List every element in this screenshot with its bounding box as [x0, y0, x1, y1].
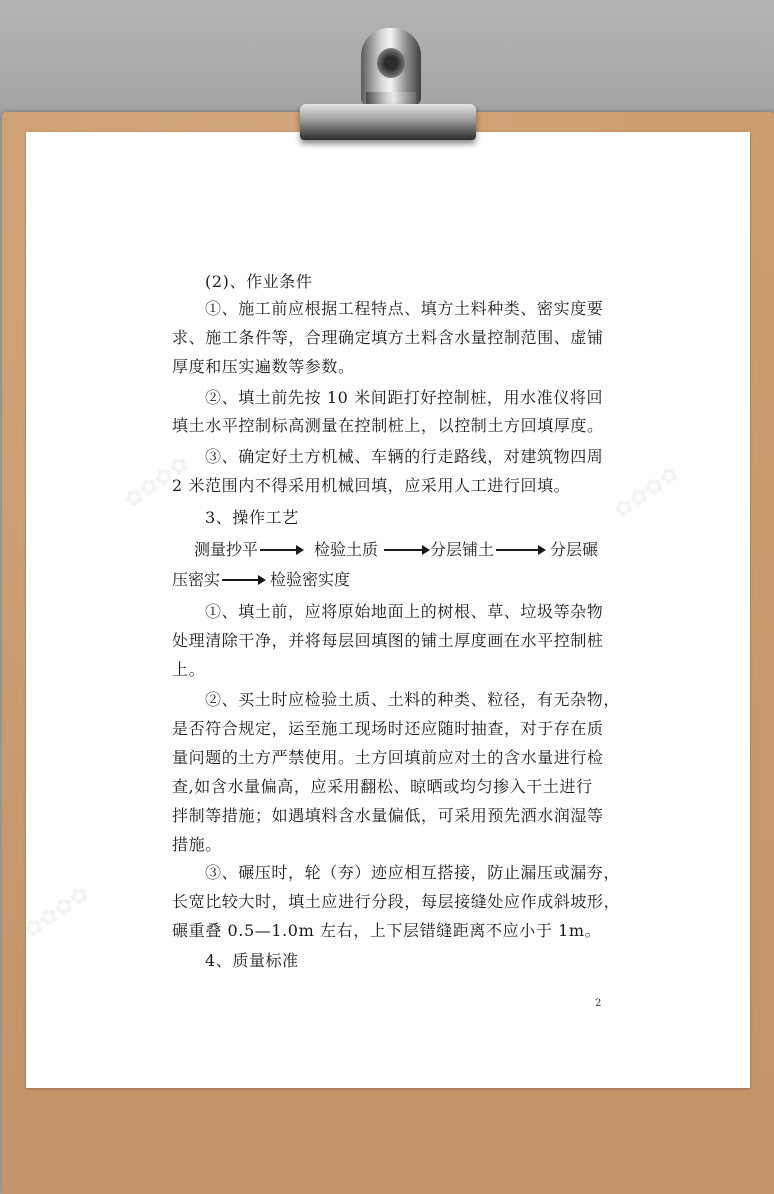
paragraph-line: 厚度和压实遍数等参数。	[172, 357, 355, 376]
arrow-icon	[260, 549, 302, 551]
paragraph-line: ①、施工前应根据工程特点、填方土料种类、密实度要	[205, 299, 604, 318]
flow-step: 测量抄平	[194, 540, 259, 559]
paragraph-line: 长宽比较大时，填土应进行分段，每层接缝处应作成斜坡形，	[172, 892, 621, 911]
paragraph-line: 措施。	[172, 835, 222, 854]
paragraph-line: 是否符合规定，运至施工现场时还应随时抽查，对于存在质	[172, 719, 604, 738]
binder-clip-jaw	[300, 104, 476, 140]
paragraph-line: 处理清除干净，并将每层回填图的铺土厚度画在水平控制桩	[172, 631, 604, 650]
paragraph-line: 拌制等措施；如遇填料含水量偏低，可采用预先洒水润湿等	[172, 806, 604, 825]
watermark: ✿✿✿✿	[19, 881, 95, 944]
paragraph-line: ②、买土时应检验土质、土料的种类、粒径，有无杂物，	[205, 690, 621, 709]
flow-step: 检验土质	[314, 540, 379, 559]
paragraph-line: 量问题的土方严禁使用。土方回填前应对土的含水量进行检	[172, 748, 604, 767]
flow-step: 分层铺土	[430, 540, 495, 559]
paragraph-line: 查,如含水量偏高，应采用翻松、晾晒或均匀掺入干土进行	[172, 777, 593, 796]
paragraph-line: 2 米范围内不得采用机械回填，应采用人工进行回填。	[172, 476, 571, 495]
paragraph-line: 求、施工条件等，合理确定填方土料含水量控制范围、虚铺	[172, 328, 604, 347]
arrow-icon	[222, 579, 264, 581]
section-heading: 4、质量标准	[205, 951, 299, 970]
flow-step: 分层碾	[550, 540, 599, 559]
process-flow	[194, 539, 598, 561]
process-flow	[172, 569, 350, 591]
arrow-icon	[384, 549, 428, 551]
paragraph-line: ③、确定好土方机械、车辆的行走路线，对建筑物四周	[205, 447, 604, 466]
paragraph-line: 上。	[172, 660, 206, 679]
watermark: ✿✿✿✿	[609, 461, 685, 524]
flow-step: 检验密实度	[270, 570, 351, 589]
section-heading: 3、操作工艺	[205, 508, 299, 527]
section-heading: (2)、作业条件	[205, 272, 313, 291]
arrow-icon	[496, 549, 544, 551]
paragraph-line: ②、填土前先按 10 米间距打好控制桩，用水准仪将回	[205, 388, 604, 407]
paragraph-line: ③、碾压时，轮（夯）迹应相互搭接，防止漏压或漏夯，	[205, 863, 621, 882]
watermark: ✿✿✿✿	[119, 451, 195, 514]
paragraph-line: 填土水平控制标高测量在控制桩上，以控制土方回填厚度。	[172, 416, 604, 435]
flow-step: 压密实	[172, 570, 221, 589]
paragraph-line: ①、填土前，应将原始地面上的树根、草、垃圾等杂物	[205, 602, 604, 621]
page-number: 2	[595, 998, 602, 1009]
paragraph-line: 碾重叠 0.5—1.0m 左右，上下层错缝距离不应小于 1m。	[172, 921, 602, 940]
